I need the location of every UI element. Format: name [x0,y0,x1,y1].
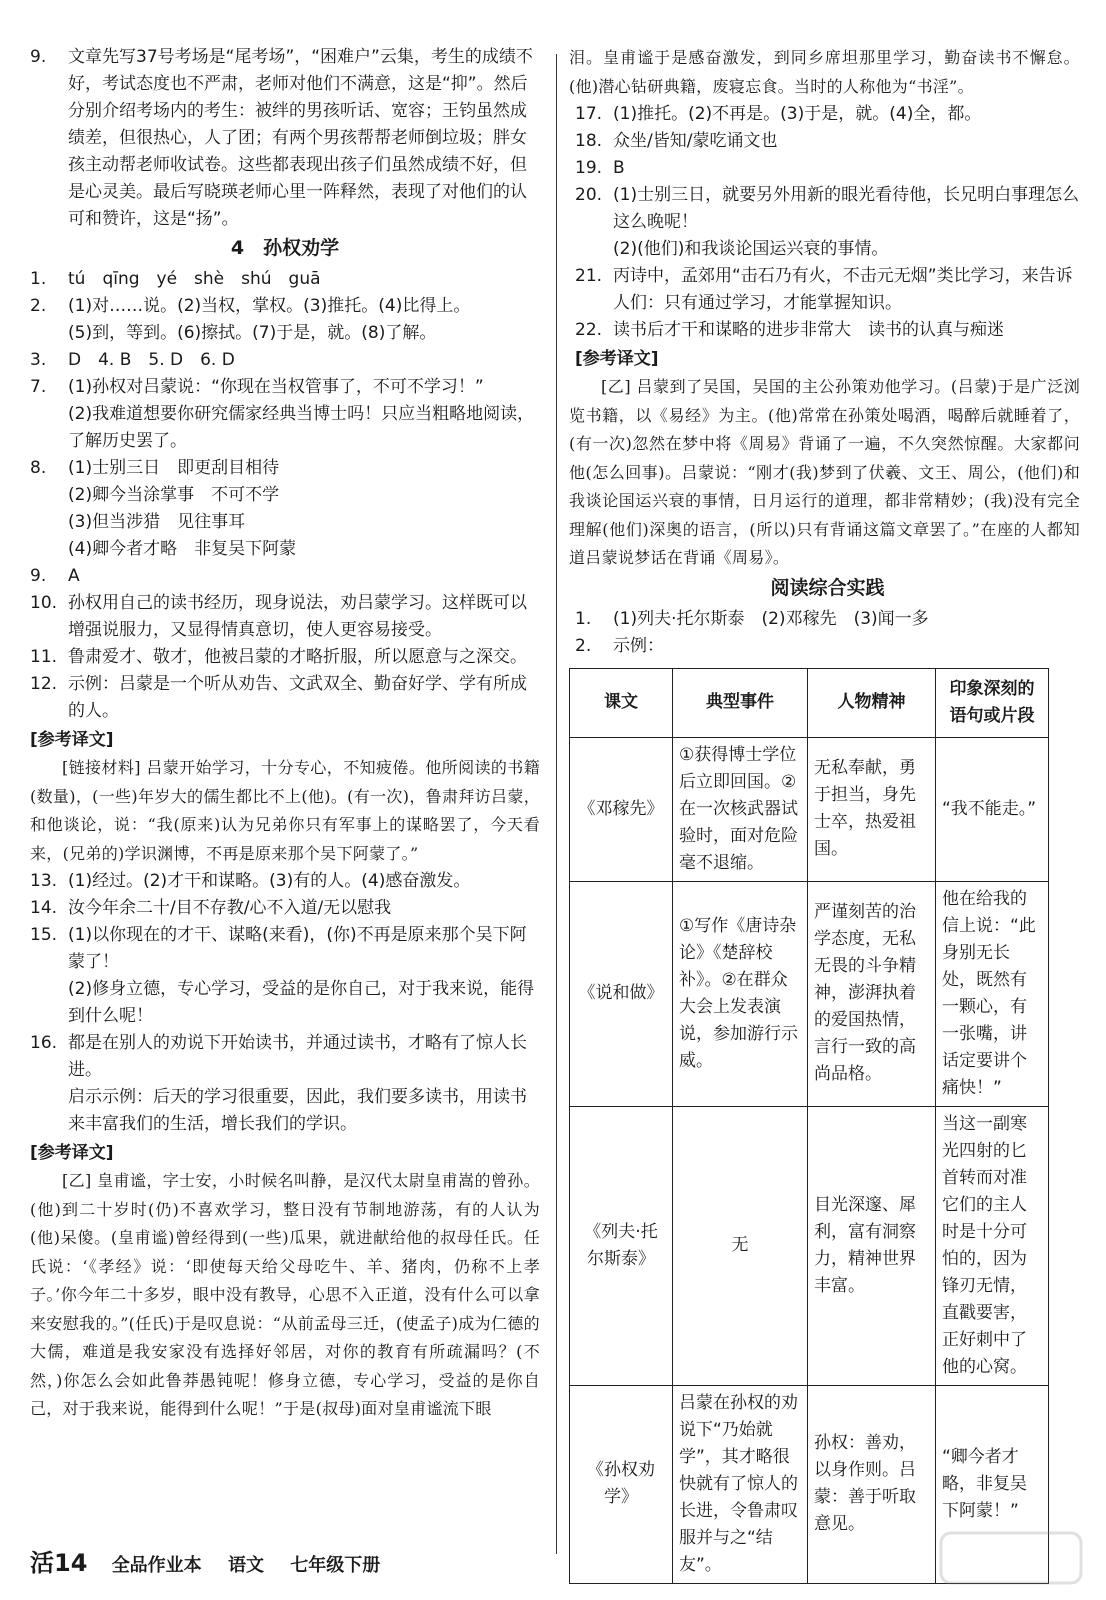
answer-item [30,644,540,671]
reading-table [569,668,1049,1584]
item-number: 10. [30,593,58,613]
item-body [68,644,540,671]
answer-item [30,293,540,347]
item-body [613,263,1080,317]
item-line: 汝今年余二十/目不存教/心不入道/无以慰我 [68,898,392,918]
item-line: (1)对……说。(2)当权，掌权。(3)推托。(4)比得上。 [68,296,471,316]
item-number: 9. [30,566,47,586]
translation-huangfumi-continued: 泪。皇甫谧于是感奋激发，到同乡席坦那里学习，勤奋读书不懈怠。(他)潜心钻研典籍，废寝忘食。当时的人称他为“书淫”。 [569,48,1080,96]
table-cell: 《列夫·托尔斯泰》 [570,1106,673,1385]
item-body [68,266,540,293]
item-line: (1)士别三日 即更刮目相待 [68,458,280,478]
section-title-reading-practice: 阅读综合实践 [770,576,885,599]
item-line: 丙诗中，孟郊用“击石乃有火，不击元无烟”类比学习，来告诉人们：只有通过学习，才能掌握知识。 [613,266,1073,313]
item-number: 8. [30,458,47,478]
answer-9-essay [30,44,540,233]
item-line: (1)推托。(2)不再是。(3)于是，就。(4)全，都。 [613,104,982,124]
item-body [613,155,1080,182]
subject: 语文 [227,1555,264,1576]
item-number: 22. [575,320,603,340]
answer-list-1 [30,266,540,725]
item-text: 文章先写37号考场是“尾考场”，“困难户”云集，考生的成绩不好，考试态度也不严肃，老师对他们不满意，这是“抑”。然后分别介绍考场内的考生：被绊的男孩听话、宽容；王钧虽然成绩差，但很热心，人了团；有两个男孩帮帮老师倒垃圾；胖女孩主动帮老师收试卷。这些都表现出孩子们虽然成绩不好，但是心灵美。最后写晓瑛老师心里一阵释然，表现了对他们的认可和赞许，这是“扬”。 [68,47,533,229]
right-column [569,44,1080,1584]
item-number: 12. [30,674,58,694]
item-number: 3. [30,350,47,370]
answer-item [575,155,1080,182]
item-number: 9. [30,47,47,67]
table-cell: 《说和做》 [570,881,673,1106]
answer-item [30,1030,540,1138]
reference-translation-label: [参考译文] [30,730,114,750]
item-body [613,182,1080,263]
table-cell: 无 [673,1106,808,1385]
table-cell: ①写作《唐诗杂论》《楚辞校补》。②在群众大会上发表演说，参加游行示威。 [673,881,808,1106]
item-body [68,374,540,455]
item-line: 启示示例：后天的学习很重要，因此，我们要多读书，用读书来丰富我们的生活，增长我们的学识。 [68,1087,527,1134]
answer-item [575,101,1080,128]
table-header-cell: 课文 [570,668,673,737]
item-text: (1)列夫·托尔斯泰 (2)邓稼先 (3)闻一多 [613,608,929,629]
item-number: 2. [575,635,592,656]
item-text: 示例： [613,635,664,656]
item-line: (3)但当涉猎 见往事耳 [68,512,246,532]
answer-item [575,128,1080,155]
item-body [613,101,1080,128]
item-body [68,922,540,1030]
item-number: 16. [30,1033,58,1053]
table-cell: “卿今者才略，非复吴下阿蒙！” [936,1385,1049,1583]
item-body [68,563,540,590]
item-line: 读书后才干和谋略的进步非常大 读书的认真与痴迷 [613,320,1004,340]
column-divider [556,54,557,1554]
item-body [68,455,540,563]
item-line: (5)到，等到。(6)擦拭。(7)于是，就。(8)了解。 [68,323,437,343]
answer-item [30,895,540,922]
section-title-sunquan: 4 孙权劝学 [230,237,340,259]
table-cell: 严谨刻苦的治学态度，无私无畏的斗争精神，澎湃执着的爱国热情，言行一致的高尚品格。 [808,881,936,1106]
item-line: (2)卿今当涂掌事 不可不学 [68,485,280,505]
answer-item [30,671,540,725]
table-cell: 孙权：善劝，以身作则。吕蒙：善于听取意见。 [808,1385,936,1583]
watermark-logo [936,1528,1086,1588]
item-body [613,317,1080,344]
item-line: D 4. B 5. D 6. D [68,350,235,370]
item-body [68,1030,540,1138]
item-line: 都是在别人的劝说下开始读书，并通过读书，才略有了惊人长进。 [68,1033,527,1080]
answer-item [30,347,540,374]
item-number: 14. [30,898,58,918]
answer-item [30,563,540,590]
table-cell: 《孙权劝学》 [570,1385,673,1583]
answer-item [575,182,1080,263]
table-row [570,881,1049,1106]
answer-item [575,263,1080,317]
item-number: 11. [30,647,58,667]
answer-item [30,455,540,563]
answer-item [30,590,540,644]
answer-item [30,374,540,455]
reading-item-2 [575,633,1080,660]
translation-link-material: [链接材料] 吕蒙开始学习，十分专心，不知疲倦。他所阅读的书籍(数量)，(一些)年岁大的儒生都比不上(他)。(有一次)，鲁肃拜访吕蒙，和他谈论，说：“我(原来)认为兄弟你只有军事上的谋略罢了，今天看来，(兄弟的)学识渊博，不再是原来那个吴下阿蒙了。” [30,758,540,863]
table-cell: 目光深邃、犀利，富有洞察力，精神世界丰富。 [808,1106,936,1385]
item-line: (1)经过。(2)才干和谋略。(3)有的人。(4)感奋激发。 [68,871,471,891]
item-body [68,868,540,895]
item-number: 13. [30,871,58,891]
item-line: (4)卿今者才略 非复吴下阿蒙 [68,539,297,559]
reading-item-1 [575,606,1080,633]
item-number: 19. [575,158,603,178]
book-title: 全品作业本 [111,1555,202,1576]
answer-list-3 [575,101,1080,344]
table-cell: 吕蒙在孙权的劝说下“乃始就学”，其才略很快就有了惊人的长进，令鲁肃叹服并与之“结友”。 [673,1385,808,1583]
item-body [68,671,540,725]
item-line: (2)我难道想要你研究儒家经典当博士吗！只应当粗略地阅读，了解历史罢了。 [68,404,535,451]
item-line: A [68,566,80,586]
item-line: (1)孙权对吕蒙说：“你现在当权管事了，不可不学习！” [68,377,484,397]
table-row [570,1106,1049,1385]
table-cell: 无私奉献，勇于担当，身先士卒，热爱祖国。 [808,737,936,881]
item-number: 1. [30,269,47,289]
grade: 七年级下册 [290,1555,381,1576]
table-body [570,737,1049,1583]
item-number: 17. [575,104,603,124]
table-cell: ①获得博士学位后立即回国。②在一次核武器试验时，面对危险毫不退缩。 [673,737,808,881]
table-header-cell: 人物精神 [808,668,936,737]
answer-item [30,922,540,1030]
item-body [613,128,1080,155]
left-column [30,44,540,1424]
translation-lvmeng-dream: [乙] 吕蒙到了吴国，吴国的主公孙策劝他学习。(吕蒙)于是广泛浏览书籍，以《易经》为主。(他)常常在孙策处喝酒，喝醉后就睡着了，(有一次)忽然在梦中将《周易》背诵了一遍，不久突然惊醒。大家都问他(怎么回事)。吕蒙说：“刚才(我)梦到了伏羲、文王、周公，(他们)和我谈论国运兴衰的事情，日月运行的道理，都非常精妙；(我)没有完全理解(他们)深奥的语言，(所以)只有背诵这篇文章罢了。”在座的人都知道吕蒙说梦话在背诵《周易》。 [569,377,1080,567]
item-body [68,347,540,374]
item-line: 鲁肃爱才、敬才，他被吕蒙的才略折服，所以愿意与之深交。 [68,647,527,667]
item-line: B [613,158,625,178]
reference-translation-label: [参考译文] [575,349,659,369]
translation-huangfumi: [乙] 皇甫谧，字士安，小时候名叫静，是汉代太尉皇甫嵩的曾孙。(他)到二十岁时(仍)不喜欢学习，整日没有节制地游荡，有的人认为(他)呆傻。(皇甫谧)曾经得到(一些)瓜果，就进献给他的叔母任氏。任氏说：‘《孝经》说：‘即使每天给父母吃牛、羊、猪肉，仍称不上孝子。’你今年二十多岁，眼中没有教导，心思不入正道，没有什么可以拿来安慰我的。”(任氏)于是叹息说：“从前孟母三迁，(使孟子)成为仁德的大儒，难道是我安家没有选择好邻居，对你的教育有所疏漏吗？(不然，)你怎么会如此鲁莽愚钝呢！修身立德，专心学习，受益的是你自己，对于我来说，能得到什么呢！”于是(叔母)面对皇甫谧流下眼 [30,1171,540,1418]
item-line: (1)以你现在的才干、谋略(来看)，(你)不再是原来那个吴下阿蒙了！ [68,925,527,972]
item-number: 18. [575,131,603,151]
table-header-cell: 印象深刻的语句或片段 [936,668,1049,737]
reference-translation-label: [参考译文] [30,1143,114,1163]
item-number: 2. [30,296,47,316]
item-line: 孙权用自己的读书经历，现身说法，劝吕蒙学习。这样既可以增强说服力，又显得情真意切，使人更容易接受。 [68,593,527,640]
item-body [68,895,540,922]
item-number: 21. [575,266,603,286]
table-cell: “我不能走。” [936,737,1049,881]
item-line: (2)(他们)和我谈论国运兴衰的事情。 [613,239,889,259]
item-line: 示例：吕蒙是一个听从劝告、文武双全、勤奋好学、学有所成的人。 [68,674,527,721]
table-row [570,737,1049,881]
item-line: (2)修身立德，专心学习，受益的是你自己，对于我来说，能得到什么呢！ [68,979,535,1026]
answer-list-2 [30,868,540,1138]
table-cell: 当这一副寒光四射的匕首转而对准它们的主人时是十分可怕的，因为锋刃无情，直戳要害，正好刺中了他的心窝。 [936,1106,1049,1385]
item-number: 7. [30,377,47,397]
item-line: 众坐/皆知/蒙吃诵文也 [613,131,778,151]
item-number: 1. [575,608,592,629]
page-footer [30,1543,400,1578]
item-body [68,590,540,644]
item-number: 15. [30,925,58,945]
answer-item [30,266,540,293]
table-cell: 他在给我的信上说：“此身别无长处，既然有一颗心，有一张嘴，讲话定要讲个痛快！” [936,881,1049,1106]
item-body [68,293,540,347]
answer-item [30,868,540,895]
item-number: 20. [575,185,603,205]
table-header-row [570,668,1049,737]
item-line: (1)士别三日，就要另外用新的眼光看待他，长兄明白事理怎么这么晚呢！ [613,185,1080,232]
table-cell: 《邓稼先》 [570,737,673,881]
answer-item [575,317,1080,344]
page-number: 活14 [30,1549,88,1577]
item-line: tú qīng yé shè shú guā [68,269,321,289]
table-header-cell: 典型事件 [673,668,808,737]
